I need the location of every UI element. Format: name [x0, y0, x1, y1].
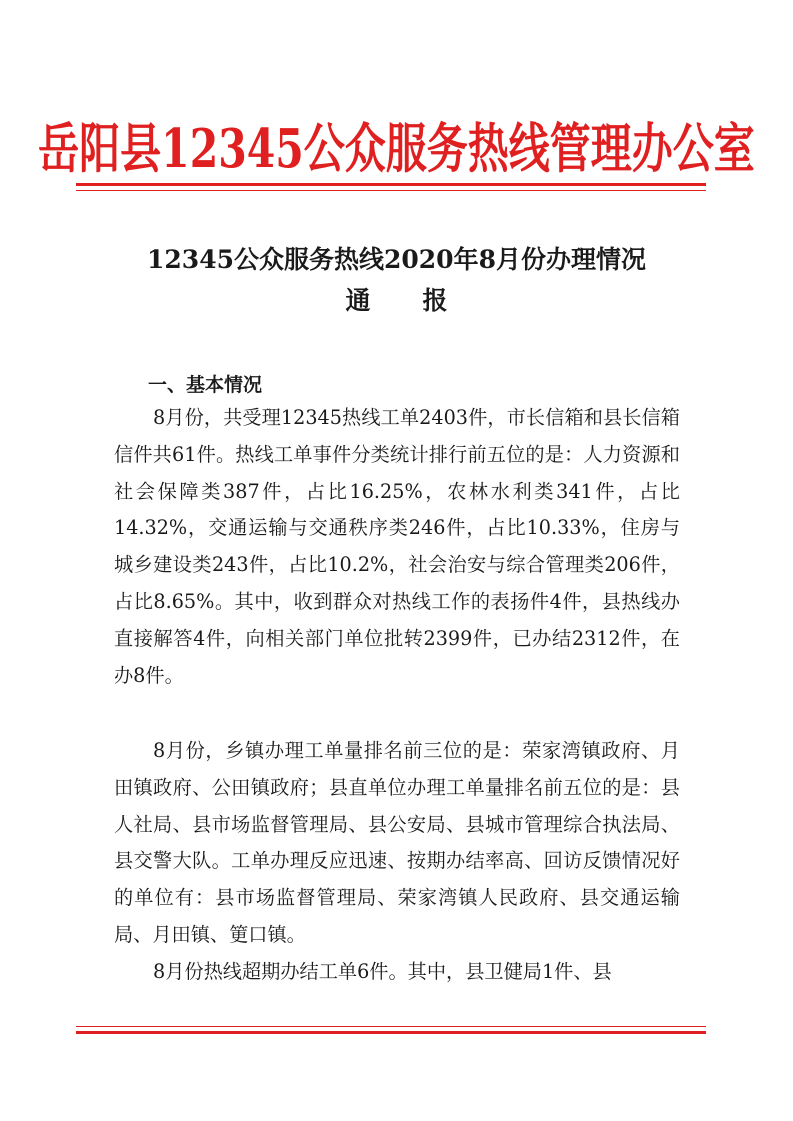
body-paragraph-3: 8月份热线超期办结工单6件。其中，县卫健局1件、县 — [153, 960, 612, 983]
body-paragraph-1: 8月份，共受理12345热线工单2403件，市长信箱和县长信箱信件共61件。热线工单事件分类统计排行前五位的是：人力资源和社会保障类387件，占比16.25%，农林水利类341件，占比14.32%，交通运输与交通秩序类246件，占比10.33%，住房与城乡建设类243件，占比10.2%，社会治安与综合管理类206件，占比8.65%。其中，收到群众对热线工作的表扬件4件，县热线办直接解答4件，向相关部门单位批转2399件，已办结2312件，在办8件。 — [114, 406, 680, 687]
body-paragraph-2: 8月份，乡镇办理工单量排名前三位的是：荣家湾镇政府、月田镇政府、公田镇政府；县直单位办理工单量排名前五位的是：县人社局、县市场监督管理局、县公安局、县城市管理综合执法局、县交警大队。工单办理反应迅速、按期办结率高、回访反馈情况好的单位有：县市场监督管理局、荣家湾镇人民政府、县交通运输局、月田镇、筻口镇。 — [114, 739, 680, 946]
section-heading: 一、基本情况 — [148, 374, 263, 396]
letterhead-title: 岳阳县12345公众服务热线管理办公室 — [38, 117, 755, 181]
document-title-line2: 通报 — [345, 286, 500, 315]
letterhead-rule-thin — [76, 190, 706, 191]
footer-rule-thick — [76, 1031, 706, 1034]
letterhead-rule-thick — [76, 183, 706, 186]
document-title: 12345公众服务热线2020年8月份办理情况 — [147, 245, 646, 274]
footer-rule-thin — [76, 1026, 706, 1027]
